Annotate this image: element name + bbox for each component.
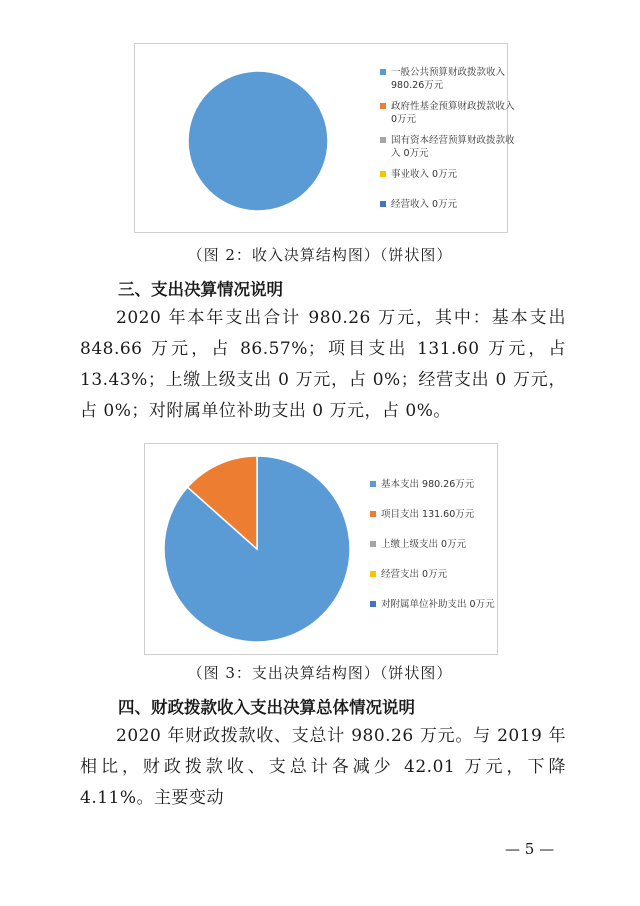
section-3-paragraph: 2020 年本年支出合计 980.26 万元，其中：基本支出 848.66 万元，占 86.57%；项目支出 131.60 万元，占 13.43%；上缴上级支出 0 万元，占 0%；经营支出 0 万元，占 0%；对附属单位补助支出 0 万元，占 0%。 — [80, 308, 566, 421]
legend-label: 项目支出 131.60万元 — [381, 509, 475, 520]
figure-3-caption: （图 3：支出决算结构图）（饼状图） — [187, 664, 453, 682]
legend-swatch — [380, 69, 386, 75]
income-legend — [380, 66, 515, 226]
section-4-paragraph: 2020 年财政拨款收、支总计 980.26 万元。与 2019 年相比，财政拨款收、支总计各减少 42.01 万元，下降 4.11%。主要变动 — [80, 726, 566, 808]
legend-label: 基本支出 980.26万元 — [381, 479, 475, 490]
pie-slice-1 — [188, 71, 328, 211]
legend-swatch — [370, 601, 376, 607]
legend-swatch — [380, 137, 386, 143]
expense-pie-chart — [144, 443, 498, 655]
legend-swatch — [380, 103, 386, 109]
expense-legend — [370, 478, 495, 648]
legend-label: 一般公共预算财政拨款收入 980.26万元 — [391, 67, 506, 91]
page-number: — 5 — — [505, 840, 555, 858]
legend-label: 对附属单位补助支出 0万元 — [381, 599, 495, 610]
legend-label: 政府性基金预算财政拨款收入 0万元 — [391, 101, 515, 125]
legend-label: 上缴上级支出 0万元 — [381, 539, 467, 550]
legend-label: 事业收入 0万元 — [391, 169, 458, 180]
legend-swatch — [370, 541, 376, 547]
legend-label: 经营支出 0万元 — [381, 569, 448, 580]
legend-swatch — [380, 171, 386, 177]
legend-swatch — [370, 571, 376, 577]
legend-swatch — [380, 201, 386, 207]
income-pie-chart — [134, 43, 515, 233]
legend-label: 经营收入 0万元 — [391, 199, 458, 210]
section-4-heading: 四、财政拨款收入支出决算总体情况说明 — [118, 698, 415, 717]
legend-swatch — [370, 511, 376, 517]
section-3-heading: 三、支出决算情况说明 — [118, 280, 283, 299]
legend-swatch — [370, 481, 376, 487]
legend-label: 国有资本经营预算财政拨款收入 0万元 — [391, 135, 515, 159]
figure-2-caption: （图 2：收入决算结构图）（饼状图） — [187, 246, 453, 264]
